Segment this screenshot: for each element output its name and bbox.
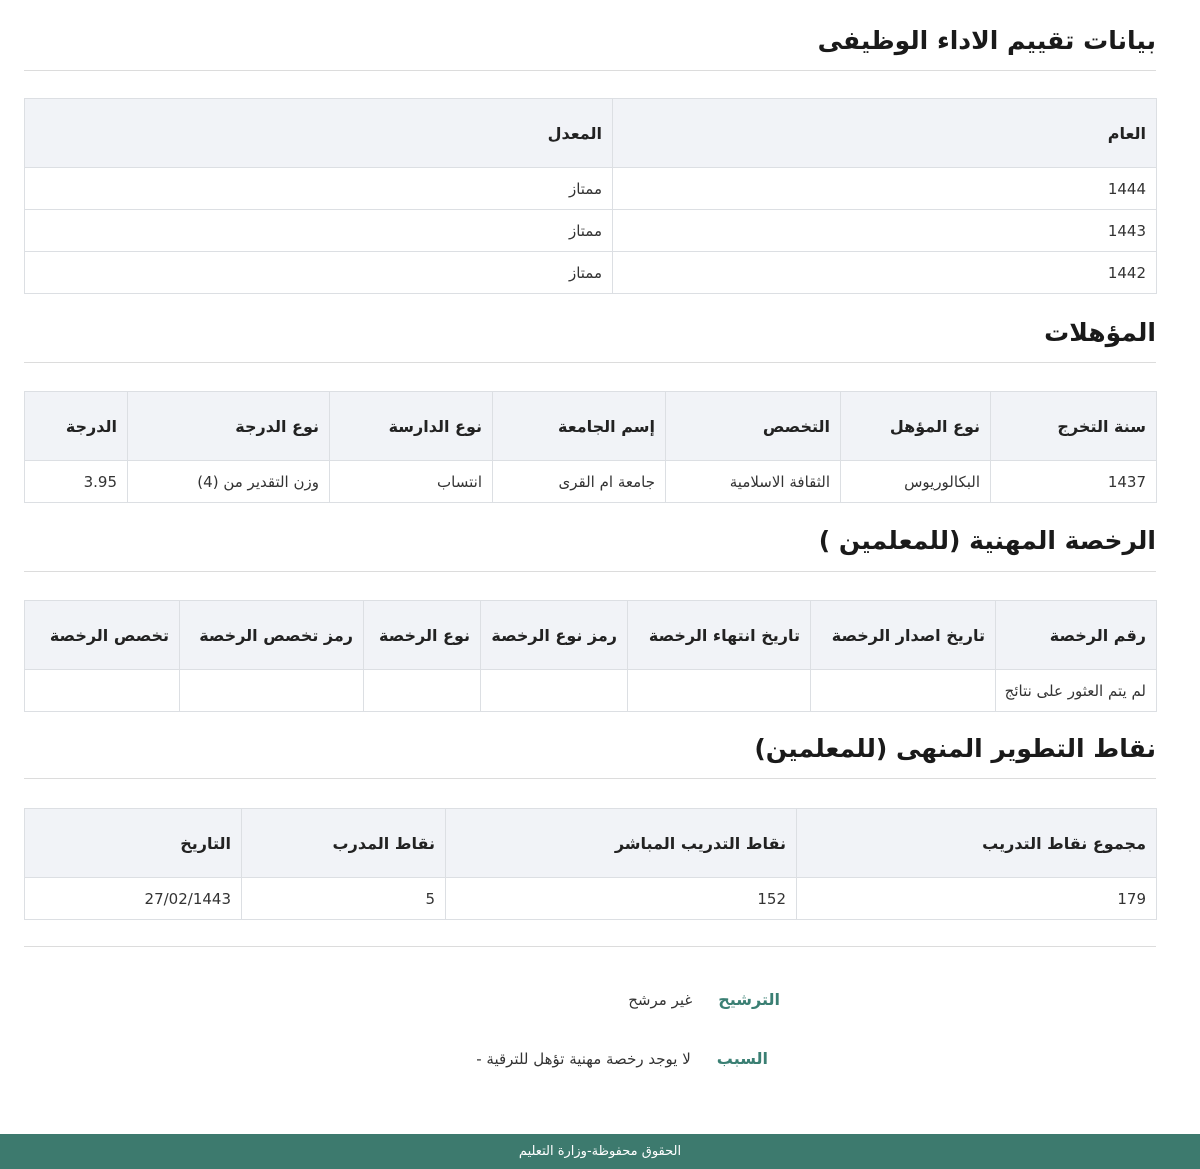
cell-date: 27/02/1443 xyxy=(25,878,242,920)
table-row xyxy=(25,461,1157,503)
header-grade: الدرجة xyxy=(25,392,128,461)
performance-header-row xyxy=(25,99,1157,168)
cell-trainer-points: 5 xyxy=(242,878,446,920)
qualifications-header-row xyxy=(25,392,1157,461)
cell-year: 1442 xyxy=(613,252,1157,294)
reason-row xyxy=(476,1049,768,1068)
license-section-title: الرخصة المهنية (للمعلمين ) xyxy=(818,526,1156,555)
performance-section-title: بيانات تقييم الاداء الوظيفى xyxy=(817,26,1156,55)
header-direct-points: نقاط التدريب المباشر xyxy=(446,809,797,878)
empty-cell xyxy=(481,670,628,712)
cell-year: 1444 xyxy=(613,168,1157,210)
reason-label: السبب xyxy=(716,1049,768,1068)
header-license-number: رقم الرخصة xyxy=(996,601,1157,670)
header-year: العام xyxy=(613,99,1157,168)
header-type-code: رمز نوع الرخصة xyxy=(481,601,628,670)
qualifications-section-title: المؤهلات xyxy=(1044,318,1156,347)
cell-total-points: 179 xyxy=(797,878,1157,920)
qualifications-table xyxy=(24,391,1157,503)
header-grade-type: نوع الدرجة xyxy=(128,392,330,461)
cell-grad-year: 1437 xyxy=(991,461,1157,503)
cell-rating: ممتاز xyxy=(25,168,613,210)
empty-cell xyxy=(811,670,996,712)
cell-year: 1443 xyxy=(613,210,1157,252)
cell-study-type: انتساب xyxy=(330,461,493,503)
nomination-row xyxy=(628,990,780,1009)
cell-grade: 3.95 xyxy=(25,461,128,503)
development-section-title: نقاط التطوير المنهى (للمعلمين) xyxy=(754,734,1156,763)
header-study-type: نوع الدارسة xyxy=(330,392,493,461)
table-row xyxy=(25,252,1157,294)
cell-rating: ممتاز xyxy=(25,252,613,294)
nomination-divider xyxy=(24,946,1156,947)
cell-university: جامعة ام القرى xyxy=(493,461,666,503)
performance-divider xyxy=(24,70,1156,71)
cell-grade-type: وزن التقدير من (4) xyxy=(128,461,330,503)
footer-bar xyxy=(0,1134,1200,1169)
header-total-points: مجموع نقاط التدريب xyxy=(797,809,1157,878)
cell-rating: ممتاز xyxy=(25,210,613,252)
header-grad-year: سنة التخرج xyxy=(991,392,1157,461)
table-row xyxy=(25,210,1157,252)
header-rating: المعدل xyxy=(25,99,613,168)
header-expiry-date: تاريخ انتهاء الرخصة xyxy=(628,601,811,670)
development-header-row xyxy=(25,809,1157,878)
header-date: التاريخ xyxy=(25,809,242,878)
cell-qual-type: البكالوريوس xyxy=(841,461,991,503)
table-row xyxy=(25,168,1157,210)
header-qual-type: نوع المؤهل xyxy=(841,392,991,461)
cell-direct-points: 152 xyxy=(446,878,797,920)
license-divider xyxy=(24,571,1156,572)
empty-cell xyxy=(25,670,180,712)
empty-cell xyxy=(180,670,364,712)
cell-major: الثقافة الاسلامية xyxy=(666,461,841,503)
header-spec-code: رمز تخصص الرخصة xyxy=(180,601,364,670)
header-issue-date: تاريخ اصدار الرخصة xyxy=(811,601,996,670)
nomination-value: غير مرشح xyxy=(628,990,693,1009)
license-header-row xyxy=(25,601,1157,670)
development-table xyxy=(24,808,1157,920)
empty-cell xyxy=(628,670,811,712)
header-trainer-points: نقاط المدرب xyxy=(242,809,446,878)
qualifications-divider xyxy=(24,362,1156,363)
header-major: التخصص xyxy=(666,392,841,461)
footer-copyright: الحقوق محفوظة-وزارة التعليم xyxy=(518,1144,682,1159)
development-divider xyxy=(24,778,1156,779)
empty-cell xyxy=(364,670,481,712)
header-university: إسم الجامعة xyxy=(493,392,666,461)
nomination-label: الترشيح xyxy=(718,990,780,1009)
reason-value: لا يوجد رخصة مهنية تؤهل للترقية - xyxy=(476,1049,691,1068)
empty-results-message: لم يتم العثور على نتائج xyxy=(996,670,1157,712)
performance-table xyxy=(24,98,1157,294)
header-license-spec: تخصص الرخصة xyxy=(25,601,180,670)
license-table xyxy=(24,600,1157,712)
table-row xyxy=(25,878,1157,920)
header-license-type: نوع الرخصة xyxy=(364,601,481,670)
table-row xyxy=(25,670,1157,712)
